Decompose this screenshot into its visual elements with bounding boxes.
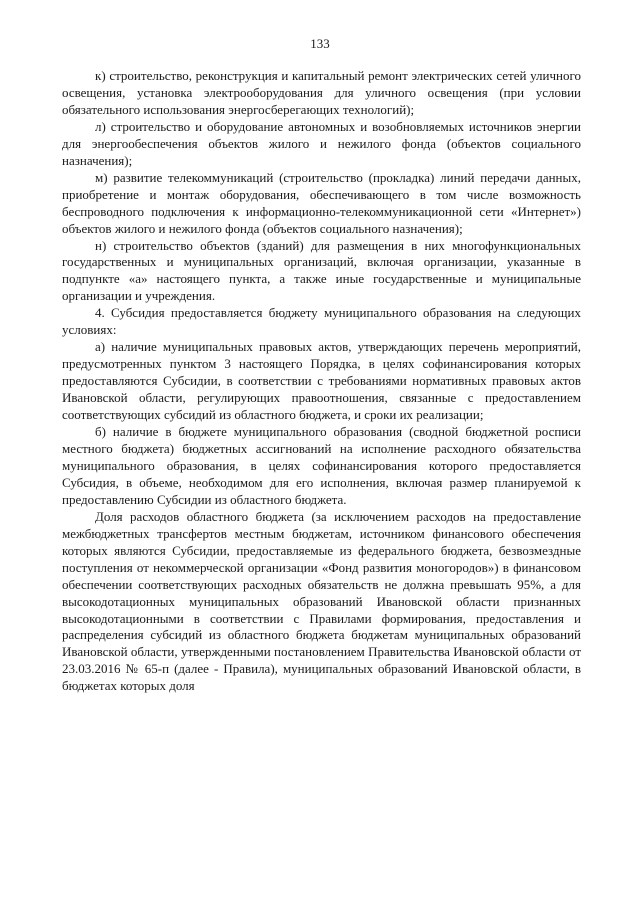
document-body [62, 68, 581, 695]
paragraph-a: а) наличие муниципальных правовых актов, утверждающих перечень мероприятий, предусмотренных пунктом 3 настоящего Порядка, в целях софинансирования которых предоставляются Субсидии, в соответствии с требованиями нормативных правовых актов Ивановской области, регулирующих правоотношения, связанные с предоставлением соответствующих субсидий из областного бюджета, и сроки их реализации; [62, 339, 581, 423]
paragraph-share: Доля расходов областного бюджета (за исключением расходов на предоставление межбюджетных трансфертов местным бюджетам, источником финансового обеспечения которых являются Субсидии, предоставляемые из федерального бюджета, безвозмездные поступления от некоммерческой организации «Фонд развития моногородов») в финансовом обеспечении соответствующих расходных обязательств не должна превышать 95%, а для высокодотационных муниципальных образований Ивановской области признанных высокодотационными в соответствии с Правилами формирования, предоставления и распределения субсидий из областного бюджета бюджетам муниципальных образований Ивановской области, утвержденными постановлением Правительства Ивановской области от 23.03.2016 № 65-п (далее - Правила), муниципальных образований Ивановской области, в бюджетах которых доля [62, 508, 581, 694]
paragraph-m: м) развитие телекоммуникаций (строительство (прокладка) линий передачи данных, приобретение и монтаж оборудования, обеспечивающего в том числе возможность беспроводного подключения к информационно-телекоммуникационной сети «Интернет») объектов жилого и нежилого фонда (объектов социального назначения); [62, 169, 581, 236]
paragraph-4: 4. Субсидия предоставляется бюджету муниципального образования на следующих условиях: [62, 305, 581, 338]
paragraph-n: н) строительство объектов (зданий) для размещения в них многофункциональных государственных и муниципальных организаций, включая организации, указанные в подпункте «а» настоящего пункта, а также иные государственные и муниципальные организации и учреждения. [62, 237, 581, 304]
page-number: 133 [310, 36, 330, 51]
paragraph-l: л) строительство и оборудование автономных и возобновляемых источников энергии для энергообеспечения объектов жилого и нежилого фонда (объектов социального назначения); [62, 118, 581, 168]
paragraph-k: к) строительство, реконструкция и капитальный ремонт электрических сетей уличного освещения, установка электрооборудования для уличного освещения (при условии обязательного использования энергосберегающих технологий); [62, 68, 581, 117]
paragraph-b: б) наличие в бюджете муниципального образования (сводной бюджетной росписи местного бюджета) бюджетных ассигнований на исполнение расходного обязательства муниципального образования, в целях софинансирования которого предоставляется Субсидия, в объеме, необходимом для его исполнения, включая размер планируемой к предоставлению Субсидии из областного бюджета. [62, 424, 581, 507]
